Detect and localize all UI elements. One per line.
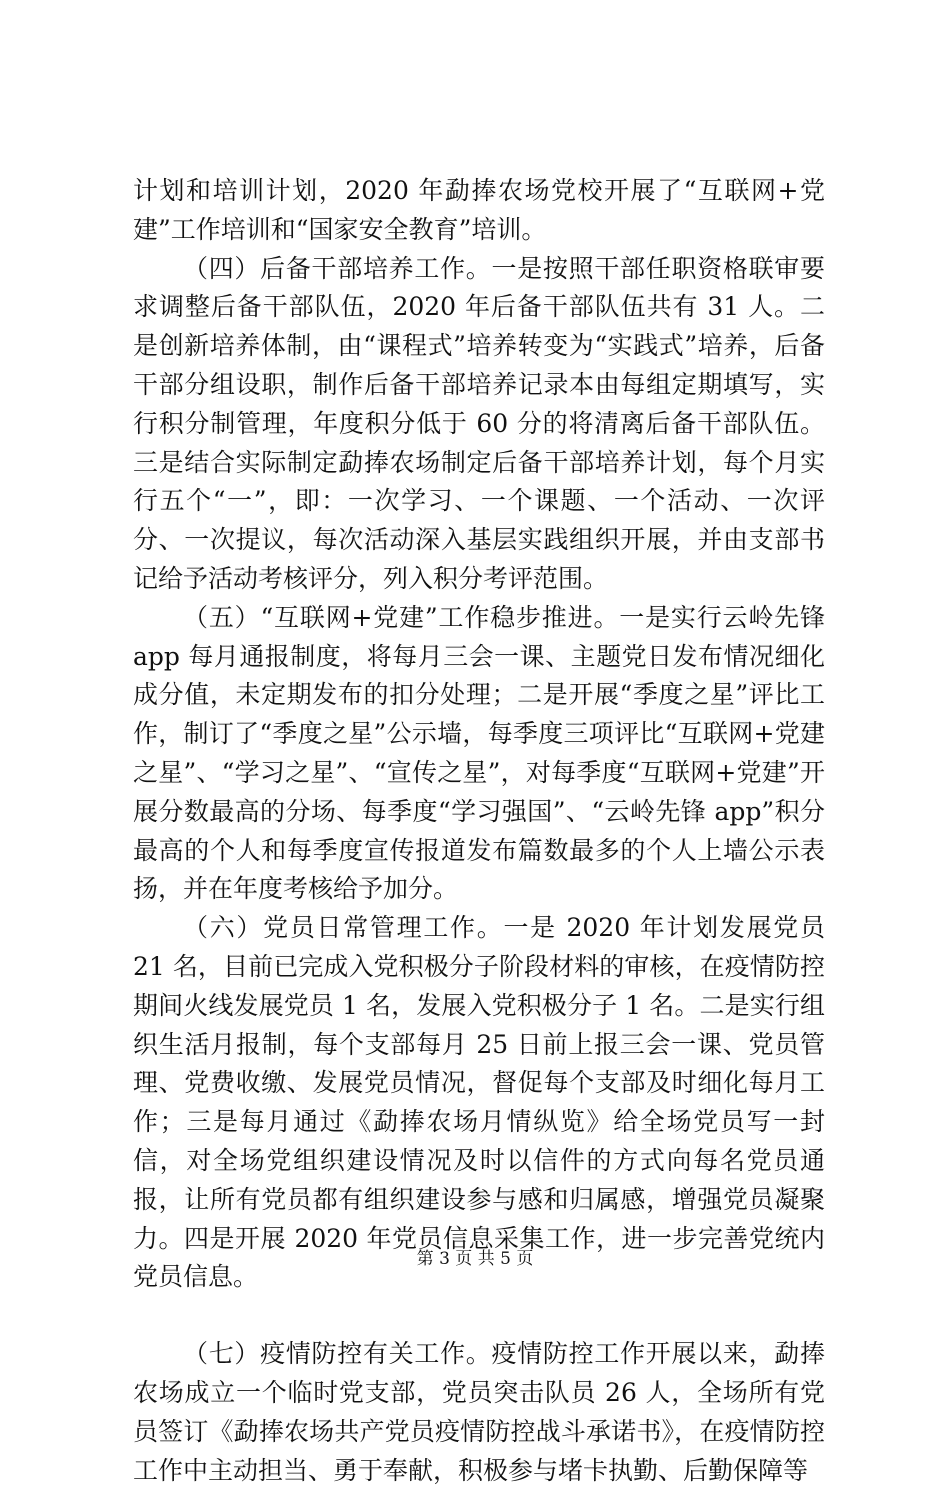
page-footer: 第 3 页 共 5 页	[416, 1249, 534, 1269]
document-body	[133, 172, 825, 1490]
paragraph-section-7: （七）疫情防控有关工作。疫情防控工作开展以来，勐捧农场成立一个临时党支部，党员突击队员 26 人，全场所有党员签订《勐捧农场共产党员疫情防控战斗承诺书》，在疫情防控工作中主动担当、勇于奉献，积极参与堵卡执勤、后勤保障等	[133, 1339, 825, 1485]
paragraph-section-6: （六）党员日常管理工作。一是 2020 年计划发展党员 21 名，目前已完成入党积极分子阶段材料的审核，在疫情防控期间火线发展党员 1 名，发展入党积极分子 1 名。二是实行组织生活月报制，每个支部每月 25 日前上报三会一课、党员管理、党费收缴、发展党员情况，督促每个支部及时细化每月工作；三是每月通过《勐捧农场月情纵览》给全场党员写一封信，对全场党组织建设情况及时以信件的方式向每名党员通报，让所有党员都有组织建设参与感和归属感，增强党员凝聚力。四是开展 2020 年党员信息采集工作，进一步完善党统内党员信息。	[133, 913, 825, 1292]
paragraph-section-5: （五）“互联网+党建”工作稳步推进。一是实行云岭先锋 app 每月通报制度，将每月三会一课、主题党日发布情况细化成分值，未定期发布的扣分处理；二是开展“季度之星”评比工作，制订了“季度之星”公示墙，每季度三项评比“互联网+党建之星”、“学习之星”、“宣传之星”，对每季度“互联网+党建”开展分数最高的分场、每季度“学习强国”、“云岭先锋 app”积分最高的个人和每季度宣传报道发布篇数最多的个人上墙公示表扬，并在年度考核给予加分。	[133, 602, 825, 904]
paragraph-section-4: （四）后备干部培养工作。一是按照干部任职资格联审要求调整后备干部队伍，2020 年后备干部队伍共有 31 人。二是创新培养体制，由“课程式”培养转变为“实践式”培养，后备干部分组设职，制作后备干部培养记录本由每组定期填写，实行积分制管理，年度积分低于 60 分的将清离后备干部队伍。三是结合实际制定勐捧农场制定后备干部培养计划，每个月实行五个“一”，即：一次学习、一个课题、一个活动、一次评分、一次提议，每次活动深入基层实践组织开展，并由支部书记给予活动考核评分，列入积分考评范围。	[133, 253, 825, 593]
paragraph-continuation: 计划和培训计划，2020 年勐捧农场党校开展了“互联网+党建”工作培训和“国家安全教育”培训。	[133, 176, 825, 244]
